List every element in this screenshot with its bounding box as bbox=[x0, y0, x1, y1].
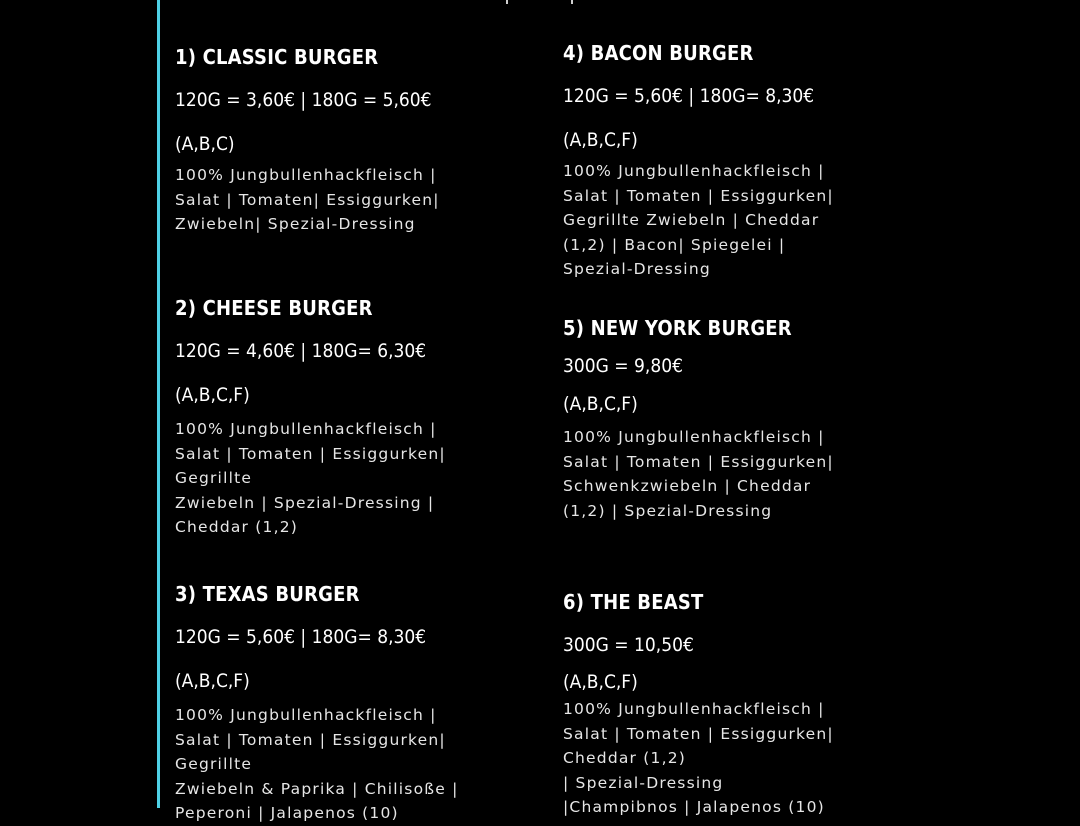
menu-item-price: 120G = 3,60€ | 180G = 5,60€ bbox=[175, 89, 432, 111]
menu-item-description: 100% Jungbullenhackfleisch | Salat | Tomaten | Essiggurken| Schwenkzwiebeln | Cheddar (1,2) | Spezial-Dressing bbox=[563, 428, 834, 520]
menu-item-the-beast bbox=[563, 590, 893, 816]
menu-item-title: 5) NEW YORK BURGER bbox=[563, 316, 792, 340]
menu-item-description: 100% Jungbullenhackfleisch | Salat | Tomaten | Essiggurken| Gegrillte Zwiebeln | Cheddar (1,2) | Bacon| Spiegelei | Spezial-Dressing bbox=[563, 162, 834, 278]
menu-item-allergens: (A,B,C,F) bbox=[563, 129, 638, 151]
menu-item-description: 100% Jungbullenhackfleisch | Salat | Tomaten | Essiggurken| Gegrillte Zwiebeln | Spezial-Dressing | Cheddar (1,2) bbox=[175, 420, 446, 536]
menu-item-price: 300G = 9,80€ bbox=[563, 355, 683, 377]
menu-item-new-york-burger bbox=[563, 316, 893, 536]
menu-item-title: 6) THE BEAST bbox=[563, 590, 704, 614]
menu-item-description: 100% Jungbullenhackfleisch | Salat | Tomaten| Essiggurken| Zwiebeln| Spezial-Dressing bbox=[175, 166, 440, 233]
menu-item-allergens: (A,B,C,F) bbox=[175, 670, 250, 692]
menu-item-price: 120G = 5,60€ | 180G= 8,30€ bbox=[563, 85, 815, 107]
menu-item-price: 120G = 5,60€ | 180G= 8,30€ bbox=[175, 626, 427, 648]
menu-item-price: 300G = 10,50€ bbox=[563, 634, 694, 656]
menu-item-allergens: (A,B,C,F) bbox=[563, 671, 638, 693]
menu-item-title: 1) CLASSIC BURGER bbox=[175, 45, 379, 69]
menu-item-description: 100% Jungbullenhackfleisch | Salat | Tomaten | Essiggurken| Cheddar (1,2) | Spezial-Dressing |Champibnos | Jalapenos (10) bbox=[563, 700, 834, 816]
menu-item-price: 120G = 4,60€ | 180G= 6,30€ bbox=[175, 340, 427, 362]
top-divider-tick bbox=[571, 0, 573, 4]
menu-item-allergens: (A,B,C) bbox=[175, 133, 235, 155]
accent-divider-line bbox=[157, 0, 160, 808]
menu-item-classic-burger bbox=[175, 45, 505, 245]
menu-item-title: 4) BACON BURGER bbox=[563, 41, 754, 65]
top-divider-tick bbox=[506, 0, 508, 4]
menu-item-description: 100% Jungbullenhackfleisch | Salat | Tomaten | Essiggurken| Gegrillte Zwiebeln & Paprika | Chilisoße | Peperoni | Jalapenos (10) bbox=[175, 706, 459, 822]
menu-item-bacon-burger bbox=[563, 41, 893, 291]
menu-item-title: 3) TEXAS BURGER bbox=[175, 582, 360, 606]
menu-item-allergens: (A,B,C,F) bbox=[175, 384, 250, 406]
menu-item-allergens: (A,B,C,F) bbox=[563, 393, 638, 415]
menu-item-texas-burger bbox=[175, 582, 505, 822]
menu-item-title: 2) CHEESE BURGER bbox=[175, 296, 373, 320]
menu-item-cheese-burger bbox=[175, 296, 505, 546]
